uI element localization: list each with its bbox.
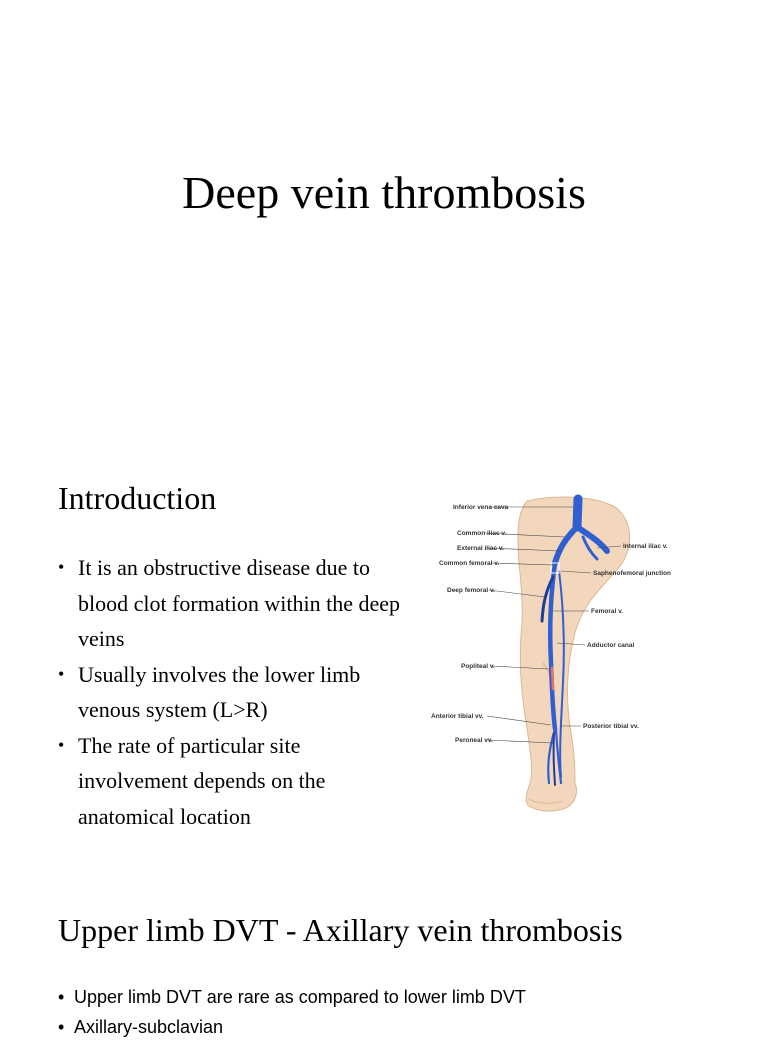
bullet-item: • Usually involves the lower limb venous system (L>R): [58, 657, 408, 728]
label-common-iliac: Common iliac v.: [457, 530, 507, 537]
slide-heading: Upper limb DVT - Axillary vein thrombosis: [58, 912, 623, 948]
label-posterior-tibial: Posterior tibial vv.: [583, 723, 639, 730]
inferior-vena-cava: [577, 499, 578, 527]
label-anterior-tibial: Anterior tibial vv.: [431, 713, 484, 720]
bullet-list: [58, 982, 758, 1042]
bullet-item: • It is an obstructive disease due to blood clot formation within the deep veins: [58, 550, 408, 657]
leg-vein-diagram: [425, 493, 685, 818]
popliteal-clot: [552, 668, 553, 689]
slide-upper-limb-dvt: [0, 880, 768, 1037]
slide-title: [0, 0, 768, 440]
label-adductor: Adductor canal: [587, 642, 635, 649]
bullet-item: • Upper limb DVT are rare as compared to lower limb DVT: [58, 982, 758, 1012]
bullet-item: • Axillary-subclavian: [58, 1012, 758, 1042]
label-common-femoral: Common femoral v.: [439, 560, 500, 567]
label-peroneal: Peroneal vv.: [455, 737, 493, 744]
label-ivc: Inferior vena cava: [453, 504, 509, 511]
bullet-item: • The rate of particular site involvement depends on the anatomical location: [58, 728, 408, 835]
leg-silhouette: [518, 497, 630, 811]
presentation-title: Deep vein thrombosis: [182, 167, 586, 218]
label-external-iliac: External iliac v.: [457, 545, 504, 552]
bullet-list: [58, 550, 408, 834]
label-internal-iliac: Internal iliac v.: [623, 543, 668, 550]
label-femoral: Femoral v.: [591, 608, 624, 615]
label-saphenofemoral: Saphenofemoral junction: [593, 570, 672, 577]
slide-introduction: [0, 440, 768, 880]
label-popliteal: Popliteal v.: [461, 663, 495, 670]
label-deep-femoral: Deep femoral v.: [447, 587, 495, 594]
slide-heading: Introduction: [58, 480, 217, 516]
